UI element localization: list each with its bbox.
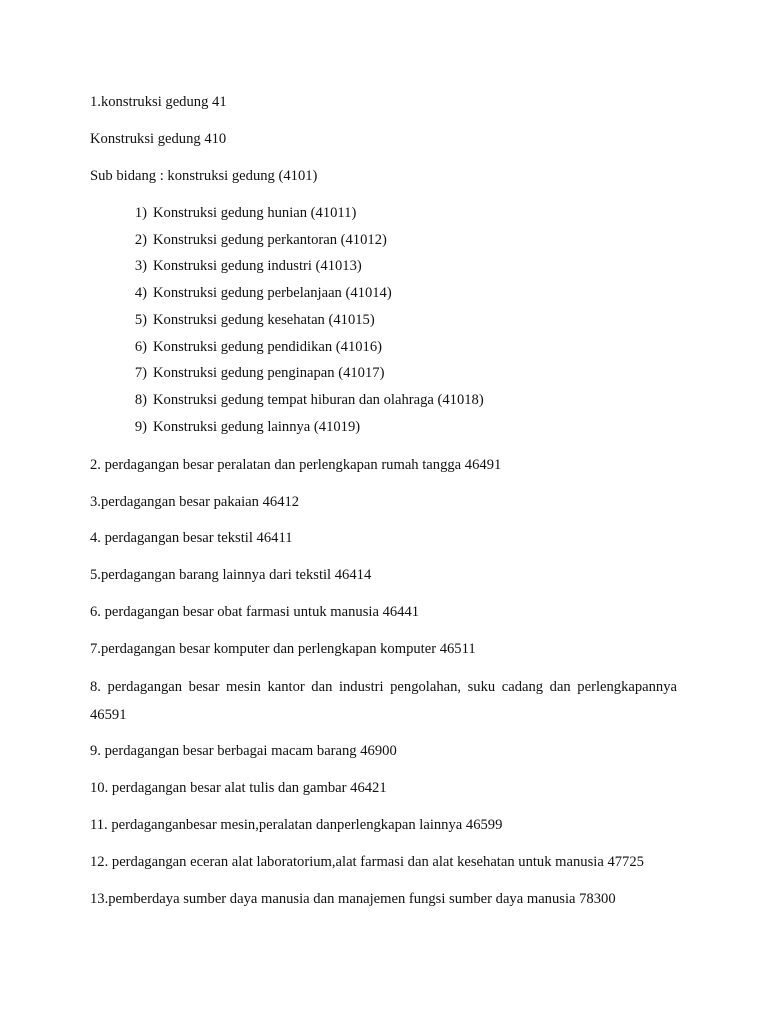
sublist-text: Konstruksi gedung pendidikan (41016)	[153, 339, 383, 355]
sublist-number: 2)	[134, 232, 147, 248]
sublist-text: Konstruksi gedung hunian (41011)	[153, 205, 357, 221]
heading-line-2: Konstruksi gedung 410	[90, 131, 227, 147]
list-item: 10. perdagangan besar alat tulis dan gambar 46421	[90, 780, 387, 796]
sublist-number: 3)	[134, 258, 147, 274]
list-item: 5.perdagangan barang lainnya dari tekstil 46414	[90, 567, 372, 583]
list-item: 6. perdagangan besar obat farmasi untuk manusia 46441	[90, 604, 420, 620]
sublist-number: 7)	[134, 365, 147, 381]
list-item: 8. perdagangan besar mesin kantor dan industri pengolahan, suku cadang dan perlengkapannya	[90, 679, 677, 695]
list-item: 9. perdagangan besar berbagai macam barang 46900	[90, 743, 397, 759]
sublist-number: 1)	[134, 205, 147, 221]
heading-line-1: 1.konstruksi gedung 41	[90, 94, 227, 110]
sublist-number: 6)	[134, 339, 147, 355]
heading-line-3: Sub bidang : konstruksi gedung (4101)	[90, 168, 318, 184]
list-item: 13.pemberdaya sumber daya manusia dan manajemen fungsi sumber daya manusia 78300	[90, 891, 616, 907]
list-item: 12. perdagangan eceran alat laboratorium,alat farmasi dan alat kesehatan untuk manusia 47725	[90, 854, 644, 870]
sublist-text: Konstruksi gedung perbelanjaan (41014)	[153, 285, 392, 301]
sublist-text: Konstruksi gedung lainnya (41019)	[153, 419, 361, 435]
list-item: 7.perdagangan besar komputer dan perlengkapan komputer 46511	[90, 641, 476, 657]
list-item-continuation: 46591	[90, 707, 127, 723]
sublist-text: Konstruksi gedung penginapan (41017)	[153, 365, 385, 381]
list-item: 11. perdaganganbesar mesin,peralatan danperlengkapan lainnya 46599	[90, 817, 503, 833]
sublist-number: 8)	[134, 392, 147, 408]
sublist-text: Konstruksi gedung kesehatan (41015)	[153, 312, 375, 328]
sublist-text: Konstruksi gedung industri (41013)	[153, 258, 362, 274]
sublist-number: 4)	[134, 285, 147, 301]
sublist-text: Konstruksi gedung perkantoran (41012)	[153, 232, 387, 248]
list-item: 4. perdagangan besar tekstil 46411	[90, 530, 293, 546]
list-item: 3.perdagangan besar pakaian 46412	[90, 494, 300, 510]
list-item: 2. perdagangan besar peralatan dan perlengkapan rumah tangga 46491	[90, 457, 502, 473]
sublist-number: 5)	[134, 312, 147, 328]
sublist-number: 9)	[134, 419, 147, 435]
sublist-text: Konstruksi gedung tempat hiburan dan olahraga (41018)	[153, 392, 484, 408]
